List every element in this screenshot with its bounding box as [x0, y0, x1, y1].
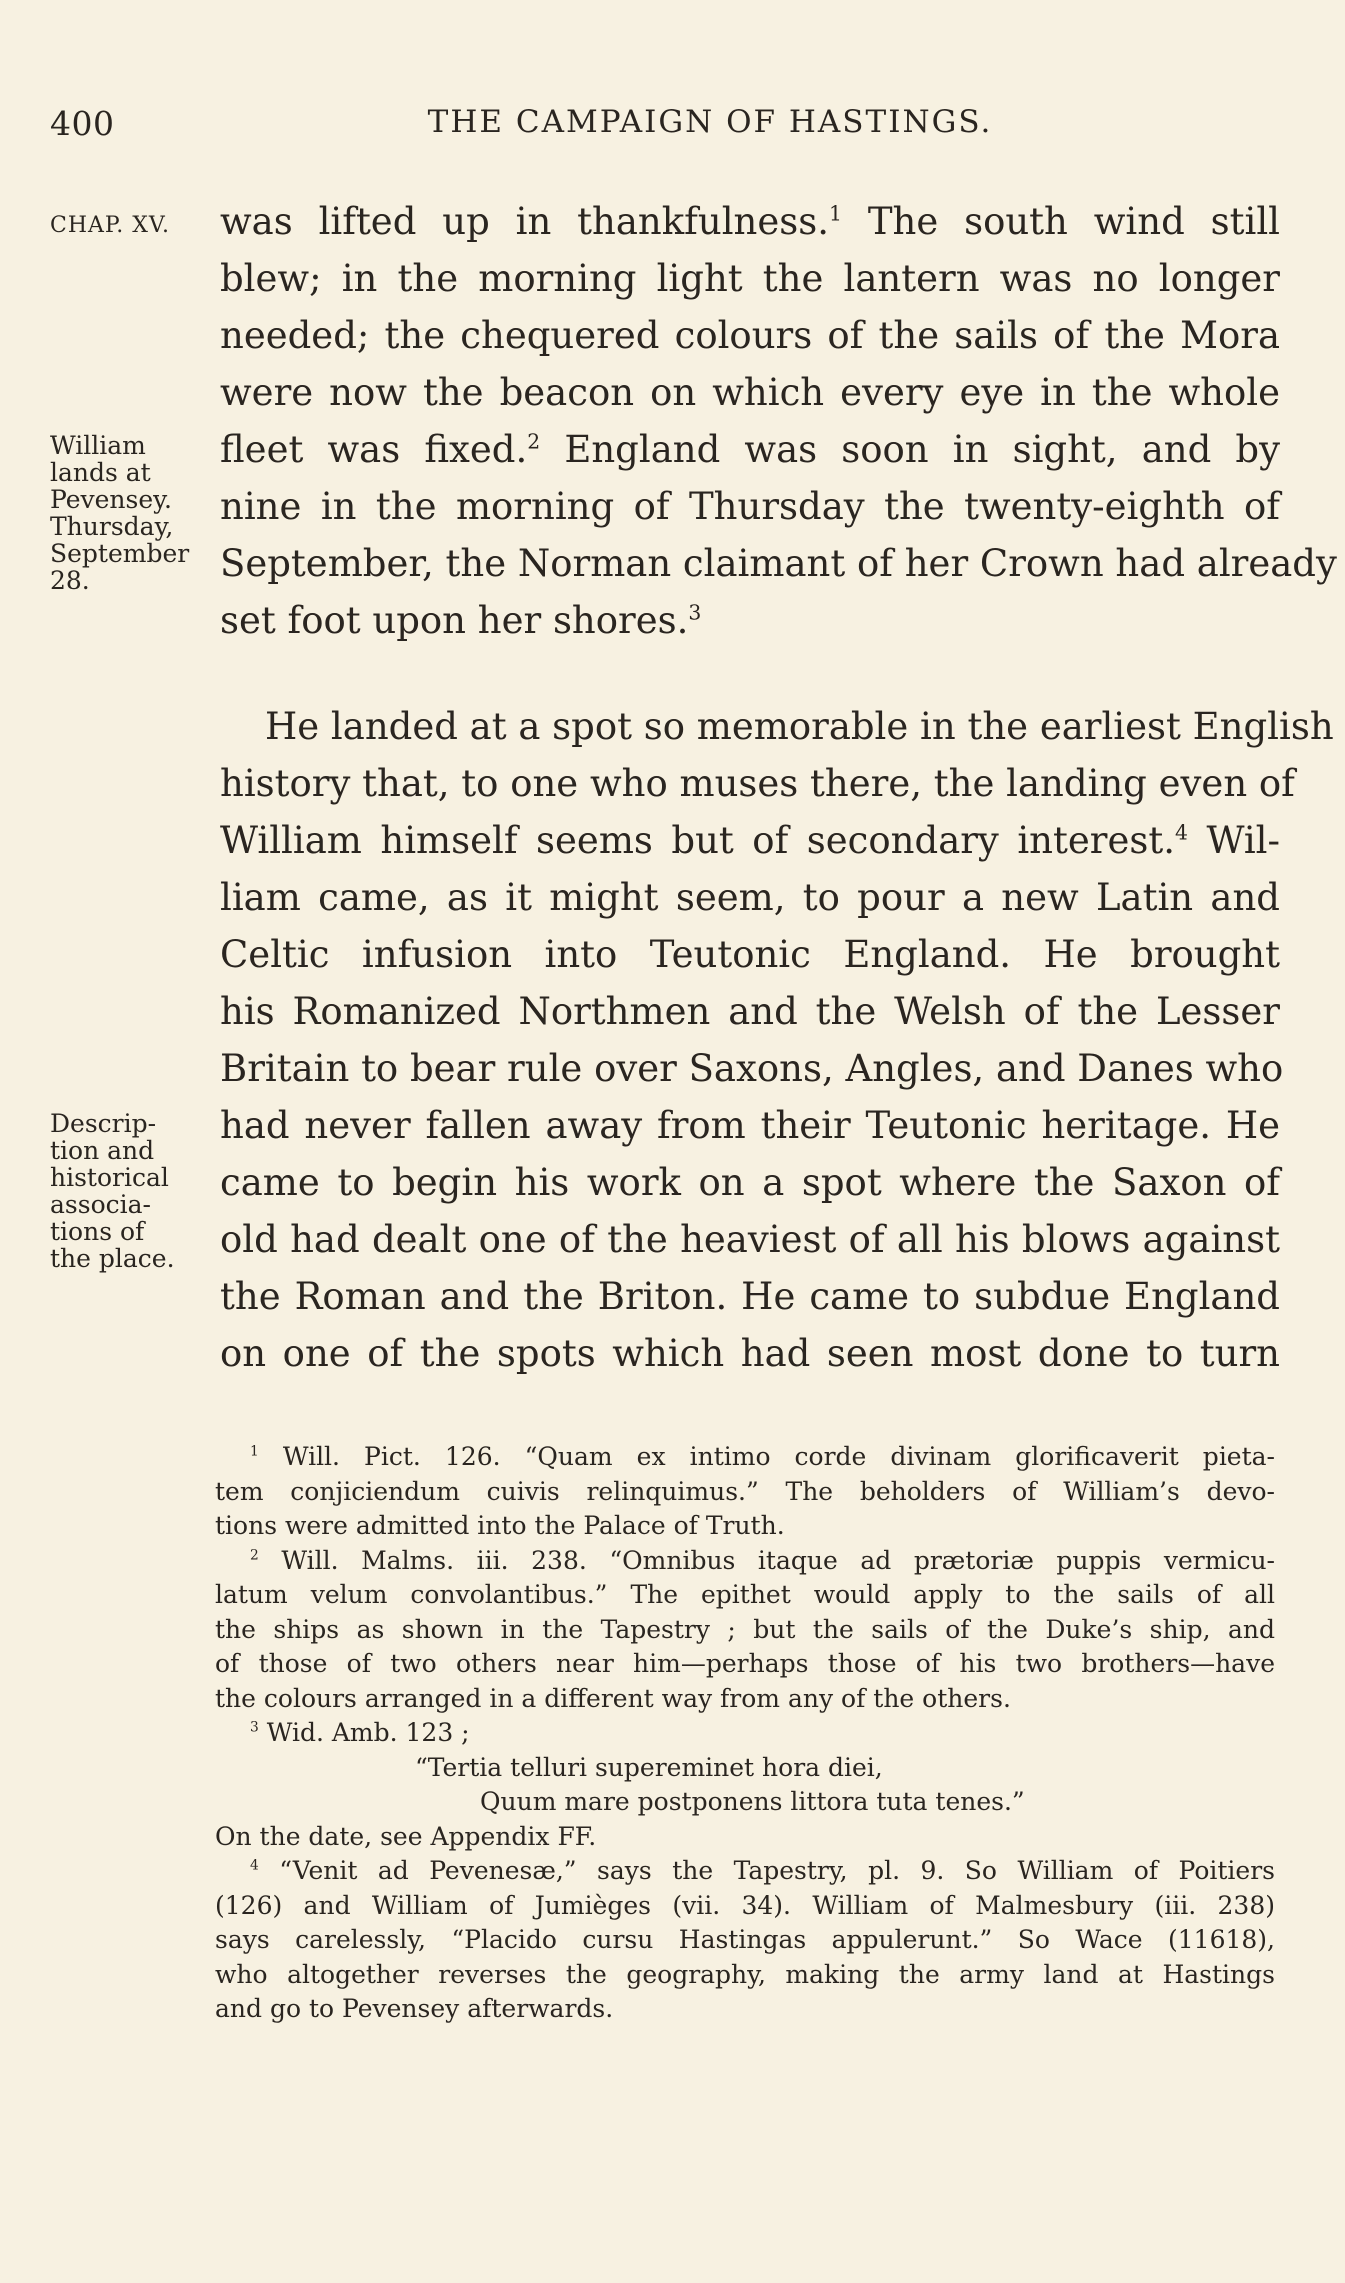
footnote-line: latum velum convolantibus.” The epithet would apply to the sails of all [215, 1580, 1275, 1609]
footnote-line: the colours arranged in a different way from any of the others. [215, 1683, 1011, 1713]
footnote-4: $^4$ “Venit ad Pevenesæ,” says the Tapestry, pl. 9. So William of Poitiers [250, 1856, 1275, 1885]
text-line: set foot upon her shores.$^3$ [220, 599, 702, 642]
chapter-label: CHAP. XV. [50, 213, 170, 238]
footnote-ref: 3 [688, 600, 702, 625]
margin-note-line: September [50, 539, 190, 568]
footnote-line: tem conjiciendum cuivis relinquimus.” The beholders of William’s devo- [215, 1476, 1275, 1506]
text-line: nine in the morning of Thursday the twenty-eighth of [220, 485, 1280, 528]
footnote-2: $^2$ Will. Malms. iii. 238. “Omnibus itaque ad prætoriæ puppis vermicu- [250, 1545, 1276, 1575]
footnote-line: (126) and William of Jumièges (vii. 34). William of Malmesbury (iii. 238) [215, 1890, 1275, 1920]
text-line: history that, to one who muses there, the landing even of [220, 762, 1295, 805]
text-line: Celtic infusion into Teutonic England. He brought [220, 933, 1280, 976]
text-line: his Romanized Northmen and the Welsh of the Lesser [220, 990, 1280, 1033]
text-line: He landed at a spot so memorable in the earliest English [265, 705, 1334, 748]
margin-note-line: Pevensey. [50, 485, 172, 514]
running-title: THE CAMPAIGN OF HASTINGS. [427, 104, 993, 140]
text-line: blew; in the morning light the lantern was no longer [220, 257, 1280, 300]
margin-note-line: 28. [50, 566, 90, 595]
margin-note-line: the place. [50, 1244, 175, 1273]
footnote-line: and go to Pevensey afterwards. [215, 1994, 614, 2023]
footnote-line: says carelessly, “Placido cursu Hastingas appulerunt.” So Wace (11618), [215, 1925, 1275, 1954]
text-line: were now the beacon on which every eye in the whole [220, 371, 1280, 414]
footnote-ref: 2 [527, 429, 541, 454]
text-line: on one of the spots which had seen most done to turn [220, 1332, 1280, 1375]
margin-note-line: William [50, 431, 146, 460]
text-line: the Roman and the Briton. He came to subdue England [220, 1275, 1280, 1318]
footnote-ref: 4 [1174, 820, 1188, 845]
text-line: had never fallen away from their Teutonic heritage. He [220, 1104, 1280, 1147]
footnote-1: $^1$ Will. Pict. 126. “Quam ex intimo corde divinam glorificaverit pieta- [250, 1442, 1276, 1471]
margin-note-line: tions of [50, 1217, 145, 1246]
paragraph-2 [220, 698, 1334, 1382]
footnote-line: tions were admitted into the Palace of Truth. [215, 1511, 785, 1540]
footnote-line: On the date, see Appendix FF. [215, 1821, 597, 1851]
footnote-ref: 1 [829, 201, 842, 226]
text-line: was lifted up in thankfulness.$^1$ The south wind still [220, 200, 1280, 243]
footnote-line: who altogether reverses the geography, making the army land at Hastings [215, 1959, 1275, 1989]
margin-note-line: Descrip- [50, 1109, 157, 1138]
text-line: Britain to bear rule over Saxons, Angles, and Danes who [220, 1047, 1284, 1090]
footnotes [215, 1440, 1275, 2027]
margin-note-line: lands at [50, 458, 151, 487]
paragraph-1 [220, 193, 1337, 649]
margin-note-line: Thursday, [50, 512, 174, 541]
text-line: came to begin his work on a spot where the Saxon of [220, 1161, 1280, 1204]
page-header [50, 104, 1275, 152]
text-line: William himself seems but of secondary interest.$^4$ Wil- [220, 819, 1280, 862]
margin-note-landing [50, 432, 200, 594]
footnote-line: of those of two others near him—perhaps those of his two brothers—have [215, 1649, 1275, 1678]
text-line: September, the Norman claimant of her Crown had already [220, 542, 1337, 585]
page-number: 400 [50, 104, 115, 143]
margin-note-description [50, 1110, 200, 1272]
text-line: liam came, as it might seem, to pour a new Latin and [220, 876, 1280, 919]
text-line: fleet was fixed.$^2$ England was soon in sight, and by [220, 428, 1280, 471]
margin-note-line: historical [50, 1163, 169, 1192]
footnote-line: the ships as shown in the Tapestry ; but the sails of the Duke’s ship, and [215, 1614, 1275, 1644]
margin-note-line: tion and [50, 1136, 155, 1165]
footnote-3: $^3$ Wid. Amb. 123 ; [250, 1718, 470, 1747]
verse-line: “Tertia telluri supereminet hora diei, [415, 1752, 883, 1782]
text-line: needed; the chequered colours of the sails of the Mora [220, 314, 1280, 357]
text-line: old had dealt one of the heaviest of all his blows against [220, 1218, 1280, 1261]
verse-line: Quum mare postponens littora tuta tenes.” [480, 1787, 1025, 1816]
margin-note-line: associa- [50, 1190, 151, 1219]
